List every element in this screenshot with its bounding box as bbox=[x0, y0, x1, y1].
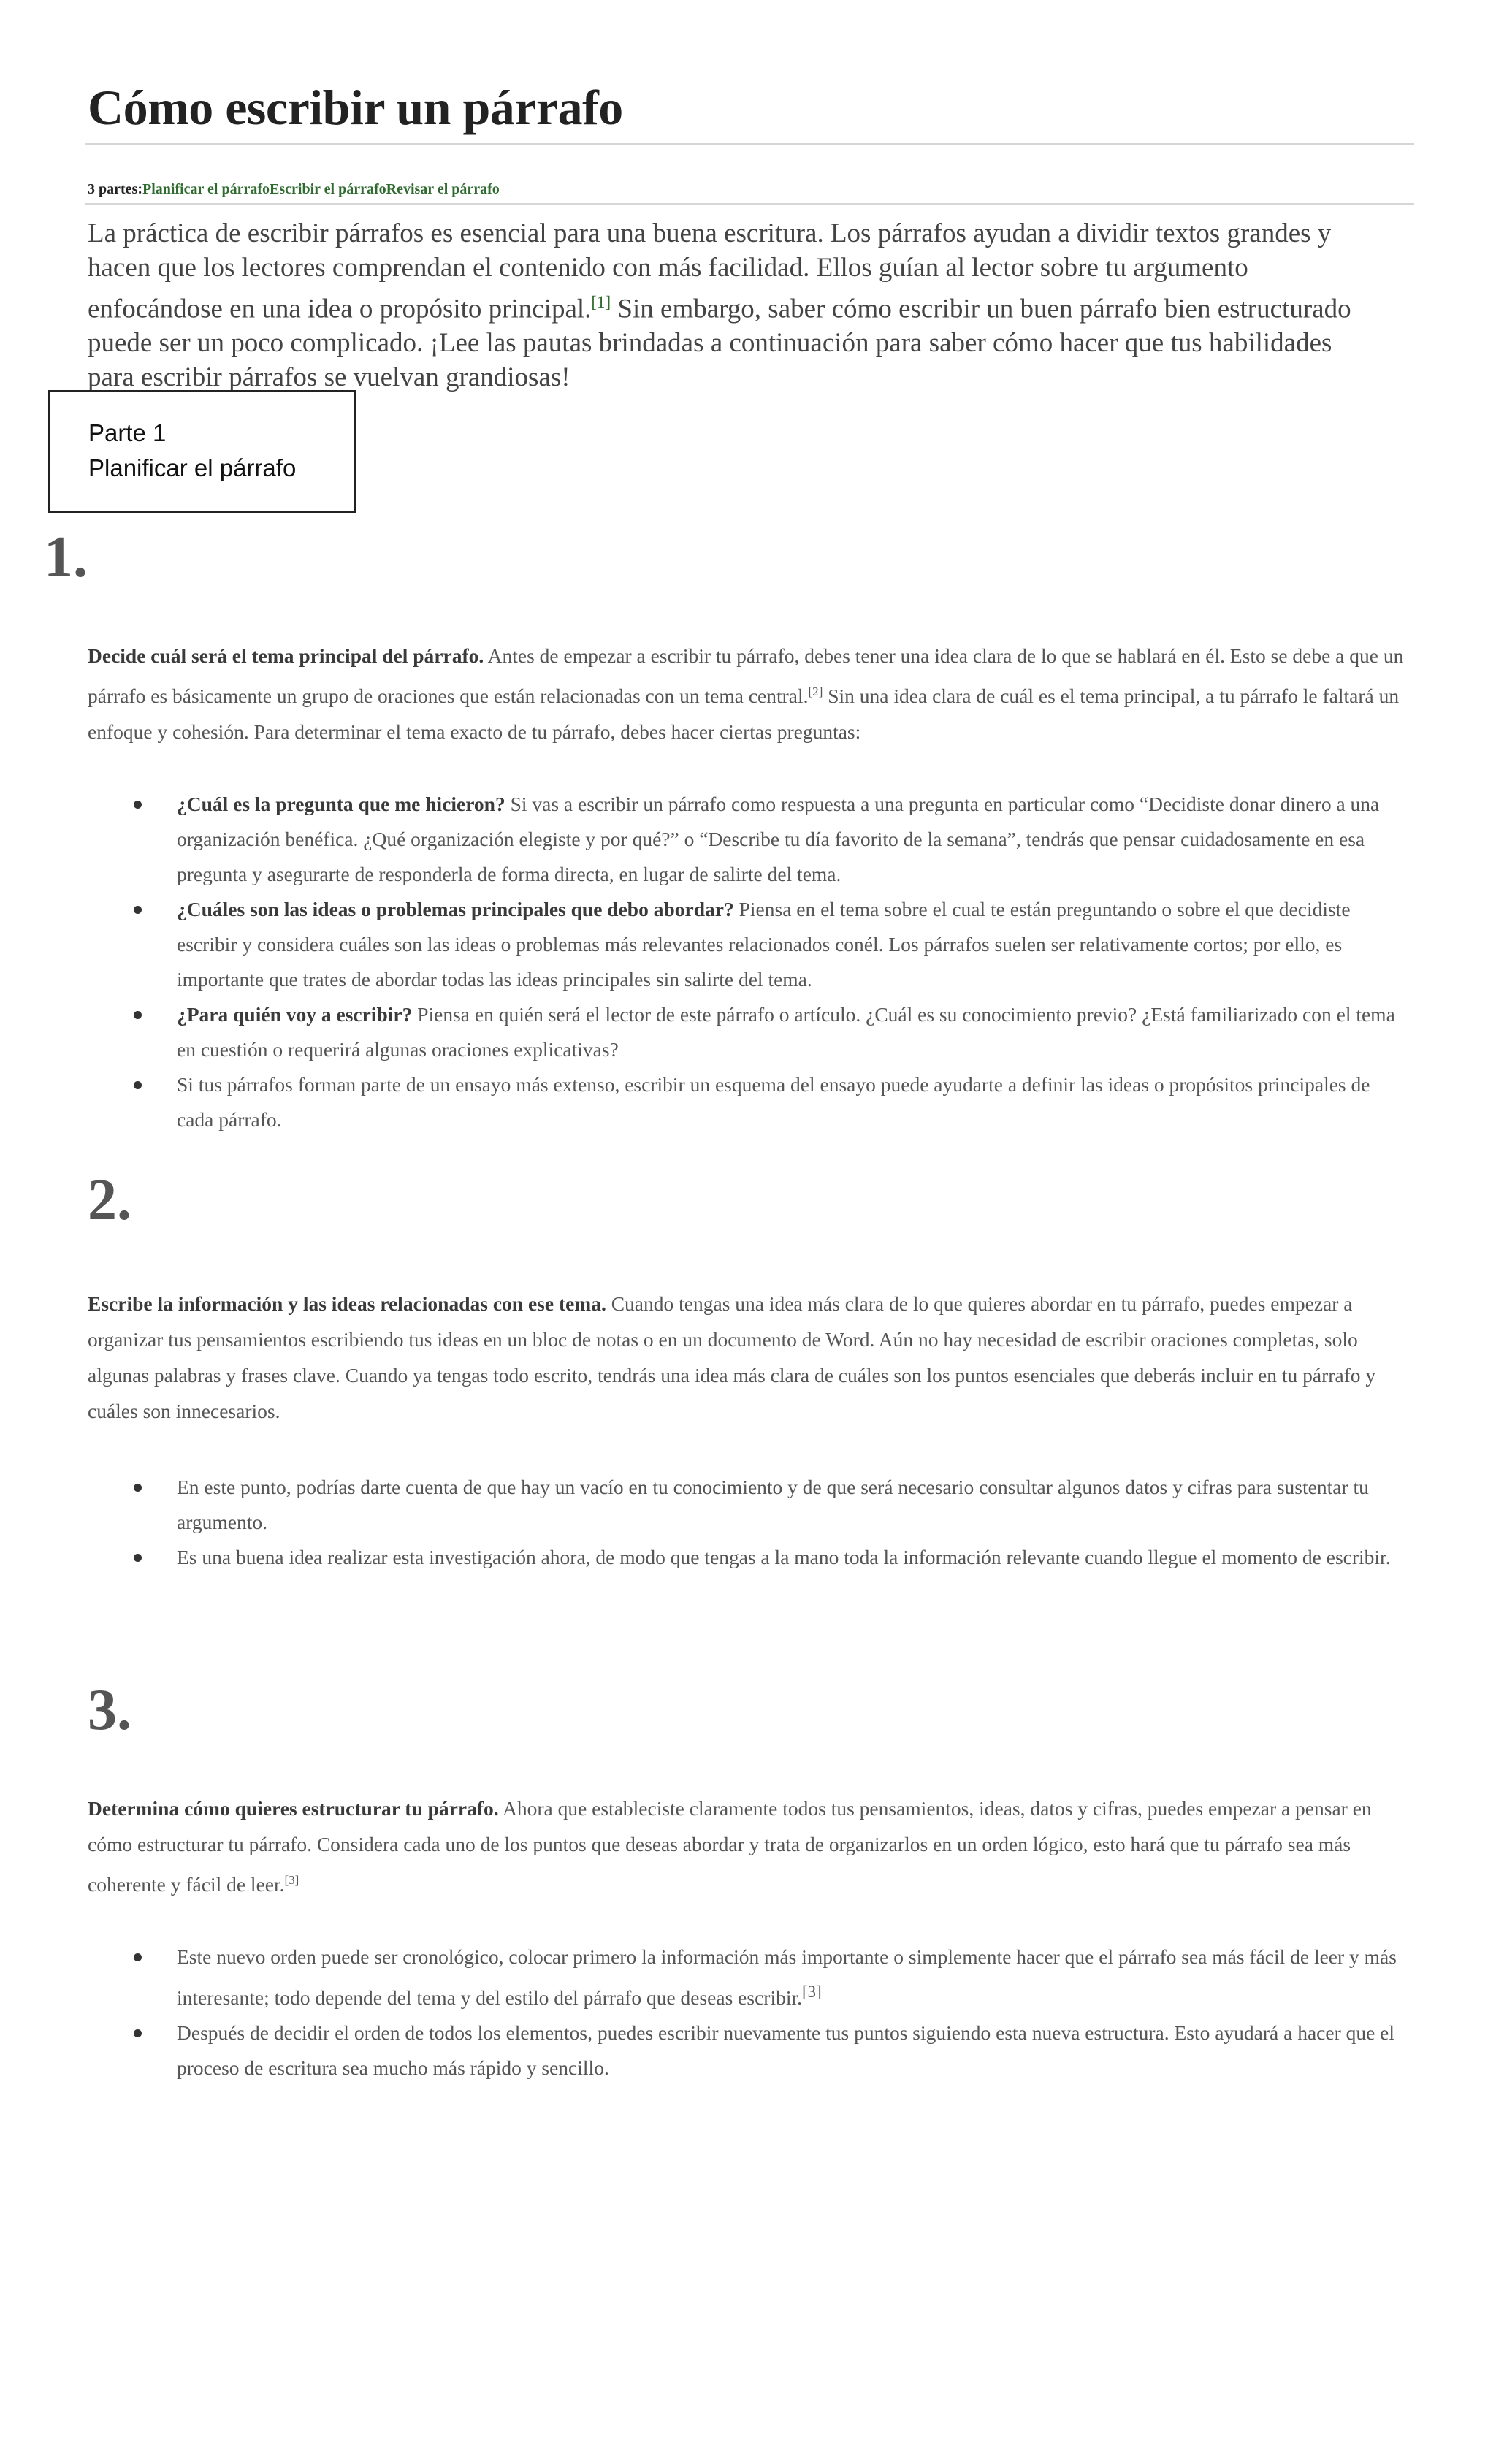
parts-navigation bbox=[88, 181, 500, 198]
step-paragraph: Decide cuál será el tema principal del párrafo. Antes de empezar a escribir tu párrafo, debes tener una idea clara de lo que se hablará en él. Esto se debe a que un párrafo es básicamente un grupo de oraciones que están relacionadas con un tema central.[2] Sin una idea clara de cuál es el tema principal, a tu párrafo le faltará un enfoque y cohesión. Para determinar el tema exacto de tu párrafo, debes hacer ciertas preguntas: bbox=[88, 644, 1404, 744]
article-title: Cómo escribir un párrafo bbox=[88, 80, 623, 135]
citation-link[interactable]: [1] bbox=[591, 293, 611, 311]
citation-link[interactable]: [3] bbox=[802, 1983, 822, 2001]
step-paragraph: Determina cómo quieres estructurar tu párrafo. Ahora que estableciste claramente todos tus pensamientos, ideas, datos y cifras, puedes empezar a pensar en cómo estructurar tu párrafo. Considera cada uno de los puntos que deseas abordar y trata de organizarlos en un orden lógico, esto hará que tu párrafo sea más coherente y fácil de leer.[3] bbox=[88, 1797, 1372, 1896]
list-item: En este punto, podrías darte cuenta de que hay un vacío en tu conocimiento y de que será necesario consultar algunos datos y cifras para sustentar tu argumento. bbox=[88, 1470, 1408, 1540]
part-link-escribir[interactable]: Escribir el párrafo bbox=[270, 181, 386, 197]
parts-divider bbox=[85, 203, 1414, 205]
step-number: 2. bbox=[88, 1168, 131, 1232]
step-number: 1. bbox=[44, 525, 88, 590]
part-heading-box bbox=[48, 390, 356, 513]
list-item: Si tus párrafos forman parte de un ensayo más extenso, escribir un esquema del ensayo puede ayudarte a definir las ideas o propósitos principales de cada párrafo. bbox=[88, 1067, 1408, 1137]
step-number: 3. bbox=[88, 1678, 131, 1742]
step-bullet-list bbox=[88, 1470, 1408, 1575]
step-paragraph: Escribe la información y las ideas relacionadas con ese tema. Cuando tengas una idea más clara de lo que quieres abordar en tu párrafo, puedes empezar a organizar tus pensamientos escribiendo tus ideas en un bloc de notas o en un documento de Word. Aún no hay necesidad de escribir oraciones completas, solo algunas palabras y frases clave. Cuando ya tengas todo escrito, tendrás una idea más clara de cuáles son los puntos esenciales que deberás incluir en tu párrafo y cuáles son innecesarios. bbox=[88, 1292, 1376, 1422]
step-lead: Determina cómo quieres estructurar tu párrafo. bbox=[88, 1797, 499, 1820]
citation-link[interactable]: [2] bbox=[808, 684, 823, 698]
list-item: ¿Cuáles son las ideas o problemas principales que debo abordar? Piensa en el tema sobre el cual te están preguntando o sobre el que decidiste escribir y considera cuáles son las ideas o problemas más relevantes relacionados conél. Los párrafos suelen ser relativamente cortos; por ello, es importante que trates de abordar todas las ideas principales sin salirte del tema. bbox=[88, 892, 1408, 997]
step-lead: Escribe la información y las ideas relacionadas con ese tema. bbox=[88, 1292, 606, 1315]
part-title: Planificar el párrafo bbox=[88, 454, 297, 481]
list-item: ¿Para quién voy a escribir? Piensa en quién será el lector de este párrafo o artículo. ¿Cuál es su conocimiento previo? ¿Está familiarizado con el tema en cuestión o requerirá algunas oraciones explicativas? bbox=[88, 997, 1408, 1067]
citation-link[interactable]: [3] bbox=[284, 1873, 299, 1887]
step-bullet-list bbox=[88, 787, 1408, 1137]
intro-paragraph: La práctica de escribir párrafos es esencial para una buena escritura. Los párrafos ayudan a dividir textos grandes y hacen que los lectores comprendan el contenido con más facilidad. Ellos guían al lector sobre tu argumento enfocándose en una idea o propósito principal.[1] Sin embargo, saber cómo escribir un buen párrafo bien estructurado puede ser un poco complicado. ¡Lee las pautas brindadas a continuación para saber cómo hacer que tus habilidades para escribir párrafos se vuelvan grandiosas! bbox=[88, 218, 1351, 393]
list-item: ¿Cuál es la pregunta que me hicieron? Si vas a escribir un párrafo como respuesta a una pregunta en particular como “Decidiste donar dinero a una organización benéfica. ¿Qué organización elegiste y por qué?” o “Describe tu día favorito de la semana”, tendrás que pensar cuidadosamente en esa pregunta y asegurarte de responderla de forma directa, en lugar de salirte del tema. bbox=[88, 787, 1408, 892]
title-divider bbox=[85, 143, 1414, 145]
part-link-planificar[interactable]: Planificar el párrafo bbox=[142, 181, 270, 197]
step-lead: Decide cuál será el tema principal del párrafo. bbox=[88, 644, 484, 667]
part-number: Parte 1 bbox=[88, 419, 167, 446]
part-link-revisar[interactable]: Revisar el párrafo bbox=[386, 181, 500, 197]
list-item: Este nuevo orden puede ser cronológico, colocar primero la información más importante o simplemente hacer que el párrafo sea más fácil de leer y más interesante; todo depende del tema y del estilo del párrafo que deseas escribir.[3] bbox=[88, 1939, 1408, 2015]
list-item: Es una buena idea realizar esta investigación ahora, de modo que tengas a la mano toda la información relevante cuando llegue el momento de escribir. bbox=[88, 1540, 1408, 1575]
parts-label: 3 partes: bbox=[88, 181, 142, 197]
list-item: Después de decidir el orden de todos los elementos, puedes escribir nuevamente tus puntos siguiendo esta nueva estructura. Esto ayudará a hacer que el proceso de escritura sea mucho más rápido y sencillo. bbox=[88, 2015, 1408, 2086]
step-bullet-list bbox=[88, 1939, 1408, 2086]
